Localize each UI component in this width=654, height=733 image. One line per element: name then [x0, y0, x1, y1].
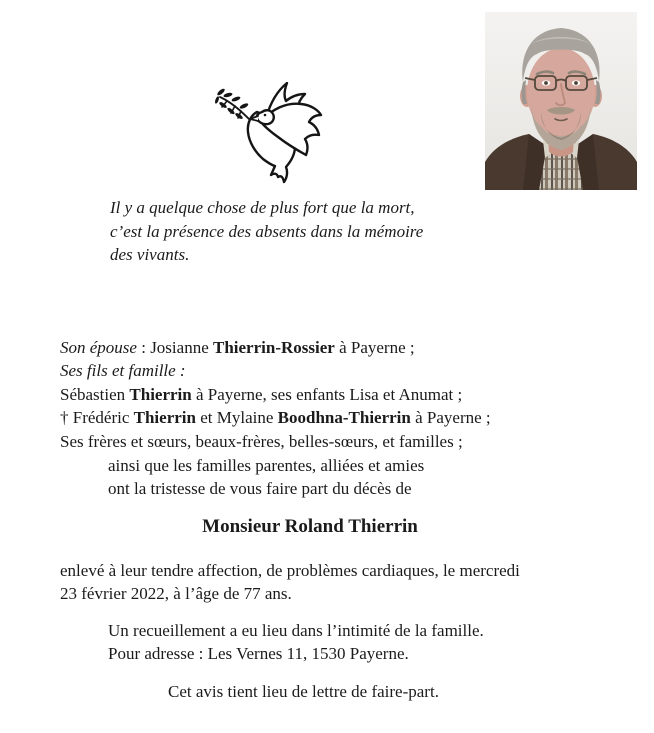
text-run: Son épouse — [60, 338, 137, 357]
text-line — [60, 359, 540, 382]
text-run: Ses fils et famille : — [60, 361, 186, 381]
text-line — [60, 406, 540, 429]
deceased-name: Monsieur Roland Thierrin — [202, 516, 418, 537]
announcement-text — [108, 454, 528, 501]
text-run: Thierrin — [129, 384, 192, 404]
dove-svg — [211, 82, 341, 190]
death-details — [60, 559, 570, 606]
portrait-photo — [485, 12, 637, 190]
gathering-address — [108, 619, 548, 666]
text-line — [60, 430, 540, 453]
dove-olive-branch-icon — [211, 82, 341, 190]
text-run: Sébastien — [60, 384, 130, 404]
memorial-quote — [110, 196, 480, 267]
family-list — [60, 336, 540, 453]
text-line: ainsi que les familles parentes, alliées et amies — [108, 456, 425, 475]
text-line: c’est la présence des absents dans la mémoire — [110, 221, 424, 241]
text-run: Boodhna-Thierrin — [277, 408, 411, 428]
text-run: Thierrin — [133, 408, 196, 428]
text-line: des vivants. — [110, 245, 190, 264]
text-line — [60, 336, 540, 359]
text-line: enlevé à leur tendre affection, de problèmes cardiaques, le mercredi — [60, 561, 520, 580]
text-line: 23 février 2022, à l’âge de 77 ans. — [60, 584, 292, 604]
dove-eye — [264, 114, 267, 117]
text-run: : Josianne — [136, 338, 213, 357]
portrait-svg — [485, 12, 637, 190]
text-run: et Mylaine — [195, 408, 278, 428]
text-run: à Payerne, ses enfants Lisa et Anumat ; — [191, 384, 463, 404]
text-line — [60, 383, 540, 406]
text-line: Un recueillement a eu lieu dans l’intimité de la famille. — [108, 621, 484, 640]
text-line: Pour adresse : Les Vernes 11, 1530 Payerne. — [108, 644, 409, 664]
text-run: Thierrin-Rossier — [213, 338, 335, 357]
text-run: à Payerne ; — [410, 408, 491, 428]
text-run: Ses frères et sœurs, beaux-frères, belles-sœurs, et familles ; — [60, 431, 463, 451]
text-line: Il y a quelque chose de plus fort que la mort, — [110, 198, 415, 217]
text-run: † Frédéric — [60, 408, 134, 428]
text-line: ont la tristesse de vous faire part du décès de — [108, 479, 412, 499]
faire-part-notice: Cet avis tient lieu de lettre de faire-part. — [168, 682, 439, 701]
text-run: à Payerne ; — [334, 338, 415, 357]
